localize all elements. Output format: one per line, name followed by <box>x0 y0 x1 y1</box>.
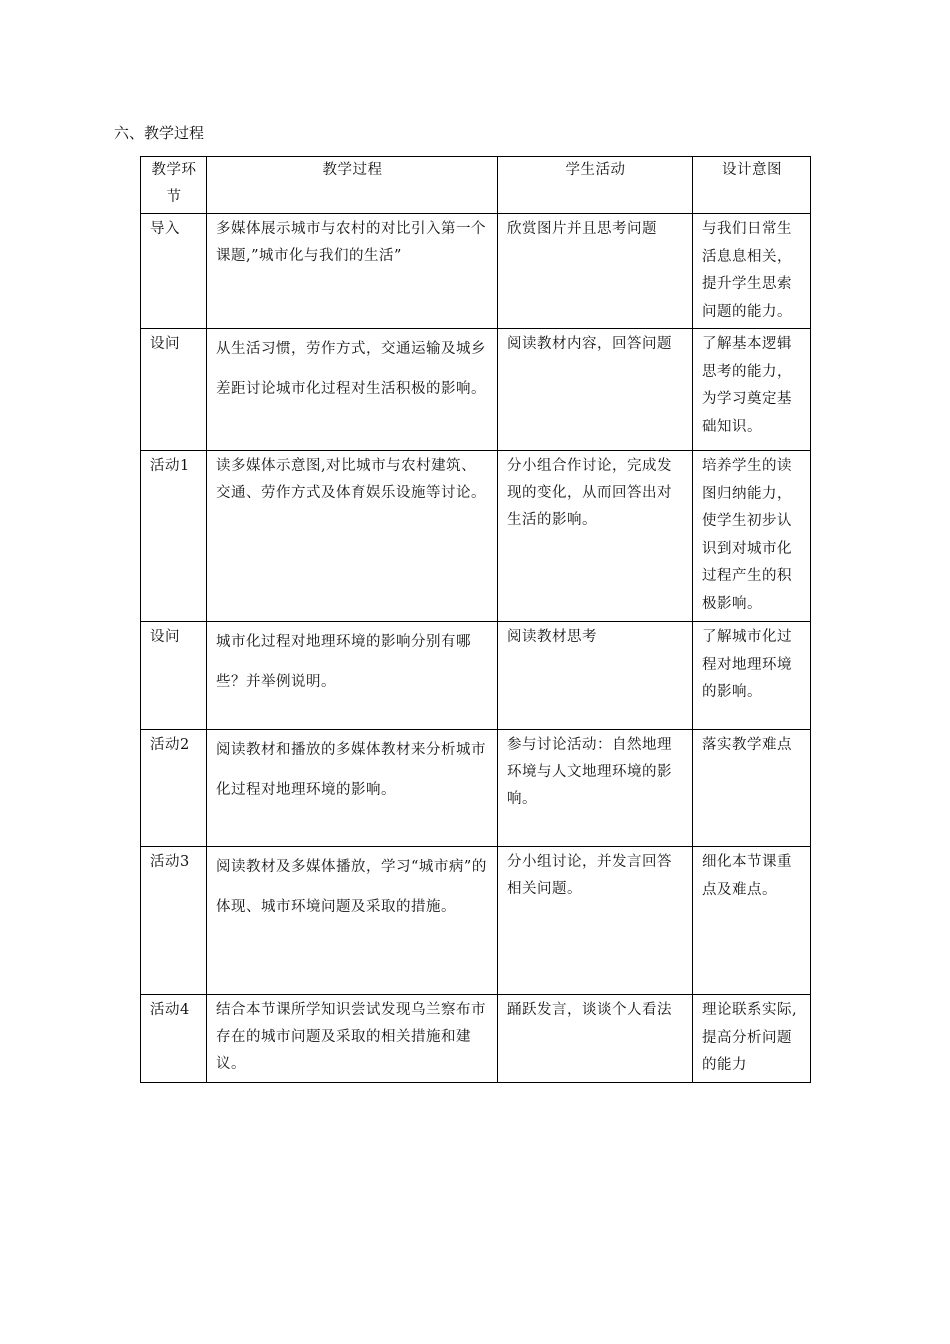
cell-stage: 活动3 <box>141 847 207 995</box>
cell-student: 分小组讨论，并发言回答相关问题。 <box>498 847 693 995</box>
header-stage: 教学环节 <box>141 157 207 214</box>
cell-process: 城市化过程对地理环境的影响分别有哪些？并举例说明。 <box>207 622 498 730</box>
cell-intent: 了解城市化过程对地理环境的影响。 <box>693 622 811 730</box>
teaching-process-table <box>140 156 811 1083</box>
cell-stage: 活动4 <box>141 995 207 1083</box>
cell-student: 踊跃发言，谈谈个人看法 <box>498 995 693 1083</box>
cell-stage: 设问 <box>141 622 207 730</box>
cell-stage: 导入 <box>141 214 207 329</box>
cell-intent: 理论联系实际,提高分析问题的能力 <box>693 995 811 1083</box>
table-row <box>141 995 811 1083</box>
cell-intent: 落实教学难点 <box>693 730 811 847</box>
table-row <box>141 622 811 730</box>
header-intent: 设计意图 <box>693 157 811 214</box>
cell-intent: 了解基本逻辑思考的能力，为学习奠定基础知识。 <box>693 329 811 451</box>
table-row <box>141 329 811 451</box>
header-process: 教学过程 <box>207 157 498 214</box>
cell-intent: 与我们日常生活息息相关，提升学生思索问题的能力。 <box>693 214 811 329</box>
header-student: 学生活动 <box>498 157 693 214</box>
cell-student: 参与讨论活动：自然地理环境与人文地理环境的影响。 <box>498 730 693 847</box>
cell-student: 阅读教材思考 <box>498 622 693 730</box>
cell-stage: 活动1 <box>141 451 207 622</box>
cell-stage: 设问 <box>141 329 207 451</box>
table-row <box>141 847 811 995</box>
cell-intent: 培养学生的读图归纳能力，使学生初步认识到对城市化过程产生的积极影响。 <box>693 451 811 622</box>
cell-intent: 细化本节课重点及难点。 <box>693 847 811 995</box>
section-heading: 六、教学过程 <box>114 124 205 142</box>
cell-process: 阅读教材及多媒体播放，学习“城市病”的体现、城市环境问题及采取的措施。 <box>207 847 498 995</box>
cell-student: 分小组合作讨论，完成发现的变化，从而回答出对生活的影响。 <box>498 451 693 622</box>
cell-process: 多媒体展示城市与农村的对比引入第一个课题,”城市化与我们的生活” <box>207 214 498 329</box>
cell-process: 阅读教材和播放的多媒体教材来分析城市化过程对地理环境的影响。 <box>207 730 498 847</box>
cell-student: 阅读教材内容，回答问题 <box>498 329 693 451</box>
cell-process: 从生活习惯，劳作方式，交通运输及城乡差距讨论城市化过程对生活积极的影响。 <box>207 329 498 451</box>
table-row <box>141 214 811 329</box>
table-header-row <box>141 157 811 214</box>
cell-process: 结合本节课所学知识尝试发现乌兰察布市存在的城市问题及采取的相关措施和建议。 <box>207 995 498 1083</box>
table-row <box>141 451 811 622</box>
cell-student: 欣赏图片并且思考问题 <box>498 214 693 329</box>
cell-stage: 活动2 <box>141 730 207 847</box>
table-row <box>141 730 811 847</box>
cell-process: 读多媒体示意图,对比城市与农村建筑、交通、劳作方式及体育娱乐设施等讨论。 <box>207 451 498 622</box>
